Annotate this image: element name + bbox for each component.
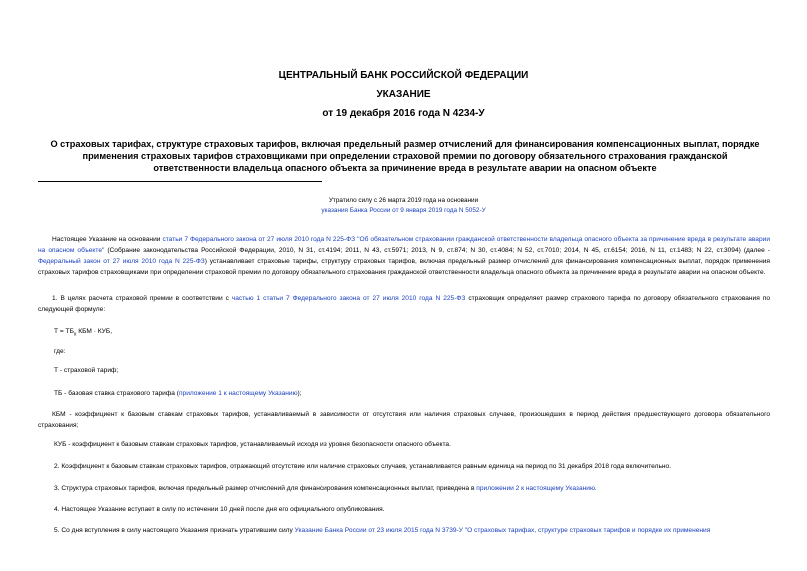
formula: $Т = ТБ_х$ КБМ · КУБ,: [54, 328, 113, 338]
repeal-note-link-line: [0, 206, 807, 216]
law-link-225fz[interactable]: Федеральный закон от 27 июля 2010 года N 225-ФЗ: [38, 258, 205, 265]
paragraph-4: 4. Настоящее Указание вступает в силу по истечении 10 дней после дня его официального опубликования.: [54, 506, 385, 513]
doctype-heading: УКАЗАНИЕ: [376, 89, 431, 100]
document-date: от 19 декабря 2016 года N 4234-У: [322, 108, 485, 119]
issuer-heading: ЦЕНТРАЛЬНЫЙ БАНК РОССИЙСКОЙ ФЕДЕРАЦИИ: [278, 70, 529, 81]
divider: [38, 181, 322, 182]
repealed-directive-link[interactable]: Указание Банка России от 23 июля 2015 года N 3739-У "О страховых тарифах, структуре страховых тарифов и порядке их применения: [294, 527, 711, 534]
intro-paragraph: Настоящее Указание на основании статьи 7 Федерального закона от 27 июля 2010 года N 225-ФЗ "Об обязательном страховании гражданской ответственности владельца опасного объекта за причинение вреда в результате аварии на опасном объекте" (Собрание законодательства Российской Федерации, 2010, N 31, ст.4194; 2011, N 43, ст.5971; 2013, N 9, ст.874; N 30, ст.4084; N 52, ст.7010; 2014, N 45, ст.6154; 2016, N 11, ст.1483; N 22, ст.3094) (далее - Федеральный закон от 27 июля 2010 года N 225-ФЗ) устанавливает страховые тарифы, структуру страховых тарифов, включая предельный размер отчислений для финансирования компенсационных выплат, порядок применения страховых тарифов страховщиками при определении страховой премии по договору обязательного страхования гражданской ответственности владельца опасного объекта за причинение вреда в результате аварии на опасном объекте.: [38, 236, 770, 276]
def-kbm: КБМ - коэффициент к базовым ставкам страховых тарифов, устанавливаемый в зависимости от отсутствия или наличия страховых случаев, произошедших в период действия предшествующего договора обязательного страхования;: [38, 411, 770, 429]
paragraph-3: 3. Структура страховых тарифов, включая предельный размер отчислений для финансирования компенсационных выплат, приведена в приложении 2 к настоящему Указанию.: [54, 485, 597, 492]
law-link-part-1[interactable]: частью 1 статьи 7 Федерального закона от 27 июля 2010 года N 225-ФЗ: [231, 295, 466, 302]
appendix-2-link[interactable]: приложении 2 к настоящему Указанию: [476, 485, 595, 492]
def-t: Т - страховой тариф;: [54, 367, 119, 374]
where-label: где:: [54, 348, 66, 355]
paragraph-1: 1. В целях расчета страховой премии в соответствии с частью 1 статьи 7 Федерального закона от 27 июля 2010 года N 225-ФЗ страховщик определяет размер страхового тарифа по договору обязательного страхования по следующей формуле:: [38, 295, 770, 313]
repeal-link[interactable]: указания Банка России от 9 января 2019 года N 5052-У: [321, 207, 486, 214]
document-title: О страховых тарифах, структуре страховых тарифов, включая предельный размер отчислений для финансирования компенсационных выплат, порядке применения страховых тарифов страховщиками при определении страховой премии по договору обязательного страхования гражданской ответственности владельца опасного объекта за причинение вреда в результате аварии на опасном объекте: [50, 139, 760, 173]
def-tb: ТБ - базовая ставка страхового тарифа (приложение 1 к настоящему Указанию);: [54, 390, 302, 397]
law-link-article-7[interactable]: статьи 7 Федерального закона от 27 июля 2010 года N 225-ФЗ "Об обязательном страховании гражданской ответственности владельца опасного объекта за причинение вреда в результате аварии на опасном объекте": [38, 236, 770, 254]
def-kub: КУБ - коэффициент к базовым ставкам страховых тарифов, устанавливаемый исходя из уровня безопасности опасного объекта.: [54, 441, 451, 448]
repeal-note: Утратило силу с 26 марта 2019 года на основании: [328, 197, 479, 204]
appendix-1-link[interactable]: приложение 1 к настоящему Указанию: [178, 390, 298, 397]
paragraph-5: 5. Со дня вступления в силу настоящего Указания признать утратившим силу Указание Банка России от 23 июля 2015 года N 3739-У "О страховых тарифах, структуре страховых тарифов и порядке их применения: [54, 527, 711, 534]
paragraph-2: 2. Коэффициент к базовым ставкам страховых тарифов, отражающий отсутствие или наличие страховых случаев, устанавливается равным единица на период по 31 декабря 2018 года включительно.: [54, 463, 672, 470]
